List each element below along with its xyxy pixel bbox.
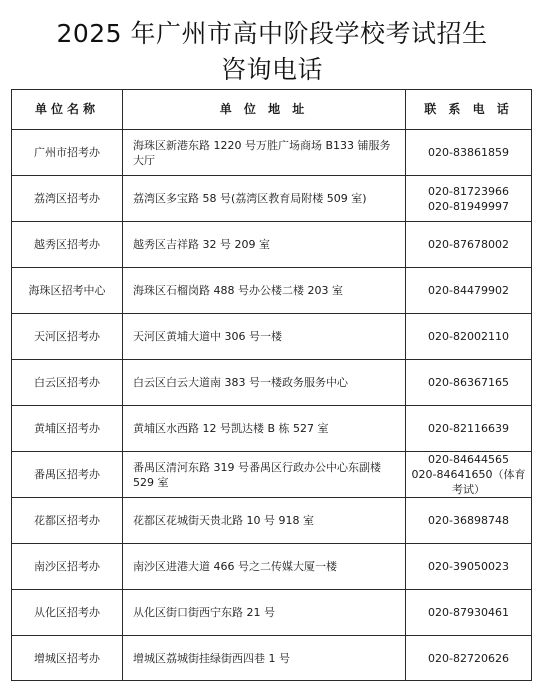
- unit-name-cell: 增城区招考办: [12, 636, 123, 681]
- unit-name-cell: 广州市招考办: [12, 130, 123, 176]
- address-cell: 从化区街口街西宁东路 21 号: [123, 590, 406, 636]
- phone-number: 020-81723966: [428, 184, 509, 198]
- table-row: [12, 268, 532, 314]
- table-row: [12, 360, 532, 406]
- unit-name-cell: 白云区招考办: [12, 360, 123, 406]
- phone-cell: [406, 130, 532, 176]
- phone-cell: [406, 406, 532, 452]
- phone-number: 020-86367165: [428, 376, 509, 389]
- phone-number: 020-83861859: [428, 146, 509, 159]
- address-cell: 黄埔区水西路 12 号凯达楼 B 栋 527 室: [123, 406, 406, 452]
- phone-cell: [406, 268, 532, 314]
- phone-number: 020-87930461: [428, 606, 509, 619]
- table-row: [12, 544, 532, 590]
- unit-name-cell: 荔湾区招考办: [12, 176, 123, 222]
- table-body: [12, 130, 532, 681]
- unit-name-cell: 从化区招考办: [12, 590, 123, 636]
- address-cell: 海珠区石榴岗路 488 号办公楼二楼 203 室: [123, 268, 406, 314]
- phone-number: 020-84644565: [428, 453, 509, 466]
- phone-number: 020-82116639: [428, 422, 509, 435]
- table-header-row: [12, 90, 532, 130]
- phone-cell: [406, 590, 532, 636]
- phone-cell: [406, 544, 532, 590]
- table-row: [12, 636, 532, 681]
- table-row: [12, 176, 532, 222]
- contact-table: [11, 89, 532, 681]
- table-row: [12, 222, 532, 268]
- page-title: 2025 年广州市高中阶段学校考试招生: [56, 19, 488, 48]
- address-cell: 海珠区新港东路 1220 号万胜广场商场 B133 铺服务大厅: [123, 130, 406, 176]
- table-row: [12, 314, 532, 360]
- unit-name-cell: 番禺区招考办: [12, 452, 123, 498]
- address-cell: 南沙区进港大道 466 号之二传媒大厦一楼: [123, 544, 406, 590]
- phone-number: 020-84641650（体育考试）: [411, 468, 526, 496]
- phone-cell: [406, 314, 532, 360]
- phone-number: 020-81949997: [428, 199, 509, 213]
- address-cell: 荔湾区多宝路 58 号(荔湾区教育局附楼 509 室): [123, 176, 406, 222]
- phone-cell: [406, 636, 532, 681]
- phone-cell: [406, 498, 532, 544]
- phone-number: 020-82720626: [428, 651, 509, 665]
- unit-name-cell: 天河区招考办: [12, 314, 123, 360]
- phone-cell: [406, 176, 532, 222]
- phone-cell: [406, 222, 532, 268]
- address-cell: 番禺区清河东路 319 号番禺区行政办公中心东副楼 529 室: [123, 452, 406, 498]
- phone-number: 020-84479902: [428, 284, 509, 297]
- phone-number: 020-39050023: [428, 560, 509, 573]
- table-row: [12, 130, 532, 176]
- address-cell: 花都区花城街天贵北路 10 号 918 室: [123, 498, 406, 544]
- column-header-phone: 联 系 电 话: [406, 90, 532, 130]
- address-cell: 增城区荔城街挂绿街西四巷 1 号: [123, 636, 406, 681]
- unit-name-cell: 海珠区招考中心: [12, 268, 123, 314]
- page-subtitle: 咨询电话: [220, 55, 323, 84]
- address-cell: 天河区黄埔大道中 306 号一楼: [123, 314, 406, 360]
- unit-name-cell: 南沙区招考办: [12, 544, 123, 590]
- address-cell: 白云区白云大道南 383 号一楼政务服务中心: [123, 360, 406, 406]
- unit-name-cell: 越秀区招考办: [12, 222, 123, 268]
- phone-cell: [406, 452, 532, 498]
- table-row: [12, 452, 532, 498]
- column-header-address: 单 位 地 址: [123, 90, 406, 130]
- unit-name-cell: 花都区招考办: [12, 498, 123, 544]
- phone-number: 020-87678002: [428, 238, 509, 251]
- phone-number: 020-82002110: [428, 330, 509, 343]
- phone-number: 020-36898748: [428, 514, 509, 527]
- unit-name-cell: 黄埔区招考办: [12, 406, 123, 452]
- column-header-unit: 单位名称: [12, 90, 123, 130]
- table-row: [12, 498, 532, 544]
- table-row: [12, 590, 532, 636]
- address-cell: 越秀区吉祥路 32 号 209 室: [123, 222, 406, 268]
- phone-cell: [406, 360, 532, 406]
- table-row: [12, 406, 532, 452]
